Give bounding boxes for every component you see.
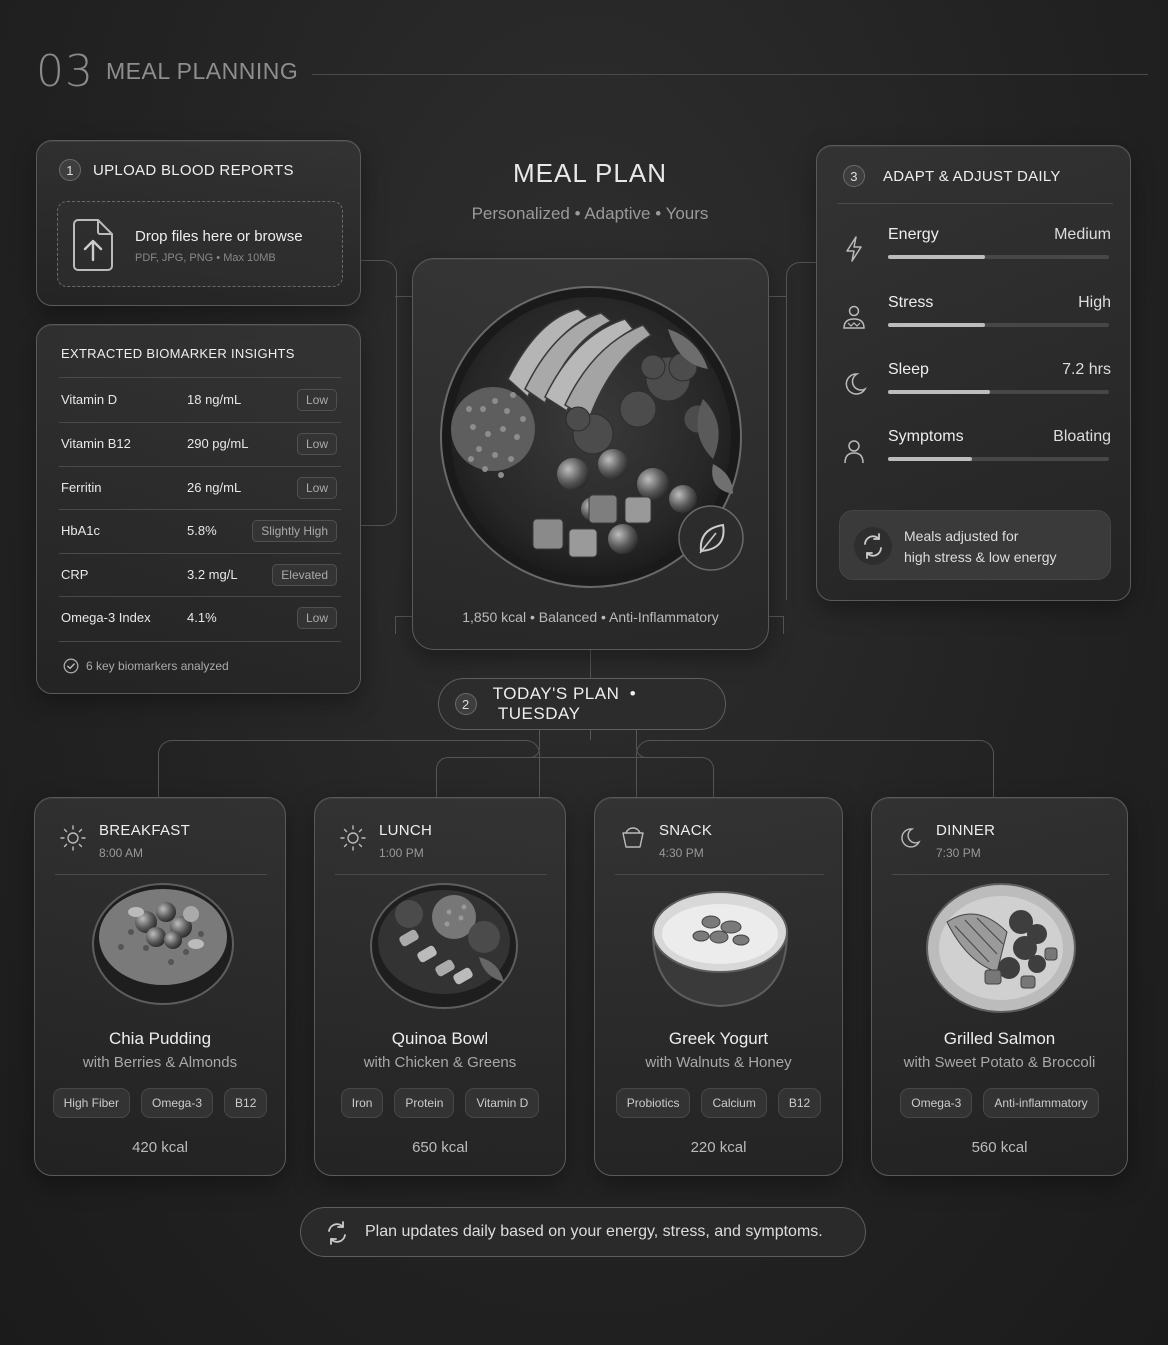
divider <box>892 874 1109 875</box>
metric-bar-fill <box>888 390 990 394</box>
metric-label: Sleep <box>888 361 929 378</box>
divider <box>55 874 267 875</box>
status-badge: Low <box>297 389 337 411</box>
meal-calories: 420 kcal <box>132 1139 188 1156</box>
todays-plan-title: TODAY'S PLAN <box>492 684 620 703</box>
biomarker-card <box>36 324 361 694</box>
plan-update-text: Plan updates daily based on your energy, stress, and symptoms. <box>365 1223 823 1240</box>
meal-tags <box>35 1088 285 1118</box>
meal-tags <box>595 1088 842 1118</box>
check-circle-icon <box>63 658 79 674</box>
connector-line <box>636 730 678 758</box>
metric-label: Energy <box>888 226 939 243</box>
leaf-icon <box>679 506 743 570</box>
meal-description: with Chicken & Greens <box>363 1054 517 1071</box>
snack-bowl-icon <box>619 824 647 852</box>
metric-bar-fill <box>888 255 985 259</box>
status-badge: Low <box>297 433 337 455</box>
chia-pudding-image <box>91 882 235 1012</box>
plate-illustration <box>413 259 770 599</box>
metric-value: High <box>1078 294 1111 311</box>
biomarker-value: 26 ng/mL <box>187 480 242 495</box>
connector-line <box>590 730 591 740</box>
metric-bar-fill <box>888 323 985 327</box>
biomarker-name: Vitamin B12 <box>61 436 131 451</box>
divider <box>59 641 341 642</box>
biomarker-row <box>61 423 337 466</box>
meal-time: 4:30 PM <box>659 846 704 860</box>
biomarker-row <box>61 467 337 510</box>
biomarker-name: Vitamin D <box>61 392 118 407</box>
meal-name: Chia Pudding <box>108 1029 212 1048</box>
meal-tags <box>872 1088 1127 1118</box>
dropzone-text[interactable]: Drop files here or browse <box>135 228 303 245</box>
meal-calories: 560 kcal <box>971 1139 1028 1156</box>
status-badge: Low <box>297 477 337 499</box>
metric-sleep <box>839 361 1111 421</box>
nutrient-tag: Vitamin D <box>465 1088 539 1118</box>
nutrient-tag: Omega-3 <box>141 1088 213 1118</box>
connector-line <box>395 616 412 634</box>
biomarker-row <box>61 379 337 422</box>
divider <box>615 874 824 875</box>
meal-tags <box>315 1088 565 1118</box>
meal-label: DINNER <box>936 822 996 839</box>
metric-symptoms <box>839 428 1111 488</box>
meal-calories: 650 kcal <box>412 1139 468 1156</box>
connector-line <box>488 730 540 758</box>
meal-name: Greek Yogurt <box>668 1029 769 1048</box>
metric-bar <box>888 323 1109 327</box>
connector-line <box>786 262 816 600</box>
biomarker-row <box>61 554 337 597</box>
adapt-title <box>843 165 1061 187</box>
nutrient-tag: B12 <box>778 1088 821 1118</box>
biomarker-name: Ferritin <box>61 480 102 495</box>
biomarker-footer <box>63 658 229 674</box>
biomarker-value: 290 pg/mL <box>187 436 249 451</box>
status-badge: Slightly High <box>252 520 337 542</box>
biomarker-name: HbA1c <box>61 523 101 538</box>
meal-time: 7:30 PM <box>936 846 981 860</box>
connector-line <box>636 740 994 797</box>
adapt-title-text: ADAPT & ADJUST DAILY <box>883 167 1061 185</box>
step-badge: 1 <box>59 159 81 181</box>
meal-label: LUNCH <box>379 822 433 839</box>
stress-person-icon <box>839 302 869 332</box>
nutrient-tag: Protein <box>394 1088 454 1118</box>
todays-plan-day: TUESDAY <box>497 704 581 723</box>
quinoa-bowl-image <box>369 882 519 1012</box>
meal-card-lunch[interactable] <box>314 797 566 1176</box>
adapt-note-line: high stress & low energy <box>904 549 1057 565</box>
grilled-salmon-image <box>925 882 1077 1014</box>
connector-line <box>769 296 786 297</box>
connector-line <box>769 616 784 634</box>
divider <box>837 203 1113 204</box>
biomarker-title: EXTRACTED BIOMARKER INSIGHTS <box>61 346 295 361</box>
nutrient-tag: Anti-inflammatory <box>983 1088 1098 1118</box>
section-title: MEAL PLANNING <box>106 58 299 84</box>
metric-bar <box>888 255 1109 259</box>
metric-value: Medium <box>1054 226 1111 243</box>
nutrient-tag: Omega-3 <box>900 1088 972 1118</box>
meal-plan-plate-card <box>412 258 769 650</box>
meal-calories: 220 kcal <box>690 1139 747 1156</box>
meal-card-breakfast[interactable] <box>34 797 286 1176</box>
nutrient-tag: B12 <box>224 1088 267 1118</box>
refresh-icon <box>853 526 893 566</box>
biomarker-name: CRP <box>61 567 89 582</box>
moon-icon <box>839 369 869 399</box>
biomarker-value: 5.8% <box>187 523 217 538</box>
metric-label: Stress <box>888 294 934 311</box>
section-number: 03 <box>36 46 94 97</box>
meal-card-snack[interactable] <box>594 797 843 1176</box>
metric-bar <box>888 390 1109 394</box>
meal-description: with Sweet Potato & Broccoli <box>903 1054 1096 1071</box>
person-icon <box>839 436 869 466</box>
biomarker-value: 4.1% <box>187 610 217 625</box>
lightning-icon <box>839 234 869 264</box>
meal-card-dinner[interactable] <box>871 797 1128 1176</box>
adapt-note <box>839 510 1111 580</box>
adapt-note-line: Meals adjusted for <box>904 528 1019 544</box>
metric-stress <box>839 294 1111 354</box>
step-badge: 2 <box>455 693 477 715</box>
metric-energy <box>839 226 1111 286</box>
connector-line <box>395 296 412 297</box>
metric-bar-fill <box>888 457 972 461</box>
upload-title-text: UPLOAD BLOOD REPORTS <box>93 161 294 179</box>
step-badge: 3 <box>843 165 865 187</box>
nutrient-tag: Calcium <box>701 1088 766 1118</box>
greek-yogurt-image <box>649 882 791 1012</box>
metric-bar <box>888 457 1109 461</box>
header-divider <box>312 74 1148 75</box>
moon-icon <box>896 824 924 852</box>
plan-update-notice <box>300 1207 866 1257</box>
meal-plan-caption: 1,850 kcal • Balanced • Anti-Inflammatory <box>462 609 719 625</box>
meal-label: SNACK <box>659 822 713 839</box>
meal-plan-title: MEAL PLAN <box>513 158 667 188</box>
status-badge: Elevated <box>272 564 337 586</box>
adapt-card <box>816 145 1131 601</box>
metric-value: Bloating <box>1053 428 1111 445</box>
biomarker-name: Omega-3 Index <box>61 610 151 625</box>
biomarker-row <box>61 597 337 640</box>
status-badge: Low <box>297 607 337 629</box>
sun-icon <box>59 824 87 852</box>
biomarker-footer-text: 6 key biomarkers analyzed <box>86 659 229 673</box>
connector-line <box>361 260 397 526</box>
metric-value: 7.2 hrs <box>1062 361 1111 378</box>
meal-time: 8:00 AM <box>99 846 144 860</box>
connector-line <box>590 650 591 678</box>
divider <box>59 377 341 378</box>
biomarker-value: 18 ng/mL <box>187 392 242 407</box>
meal-time: 1:00 PM <box>379 846 424 860</box>
meal-description: with Walnuts & Honey <box>645 1054 792 1071</box>
meal-description: with Berries & Almonds <box>82 1054 238 1071</box>
upload-file-icon <box>70 218 116 279</box>
nutrient-tag: High Fiber <box>53 1088 130 1118</box>
dropzone-hint: PDF, JPG, PNG • Max 10MB <box>135 252 276 264</box>
refresh-icon <box>324 1220 350 1246</box>
nutrient-tag: Iron <box>341 1088 384 1118</box>
adapt-note-text <box>904 526 1057 568</box>
todays-plan-label: TODAY'S PLAN • TUESDAY <box>492 684 637 723</box>
meal-label: BREAKFAST <box>99 822 191 839</box>
meal-plan-subtitle: Personalized • Adaptive • Yours <box>471 204 709 223</box>
todays-plan-pill[interactable] <box>438 678 726 730</box>
metric-label: Symptoms <box>888 428 964 445</box>
biomarker-value: 3.2 mg/L <box>187 567 238 582</box>
divider <box>335 874 547 875</box>
nutrient-tag: Probiotics <box>616 1088 691 1118</box>
biomarker-row <box>61 510 337 553</box>
sun-icon <box>339 824 367 852</box>
meal-name: Quinoa Bowl <box>391 1029 489 1048</box>
meal-name: Grilled Salmon <box>943 1029 1056 1048</box>
